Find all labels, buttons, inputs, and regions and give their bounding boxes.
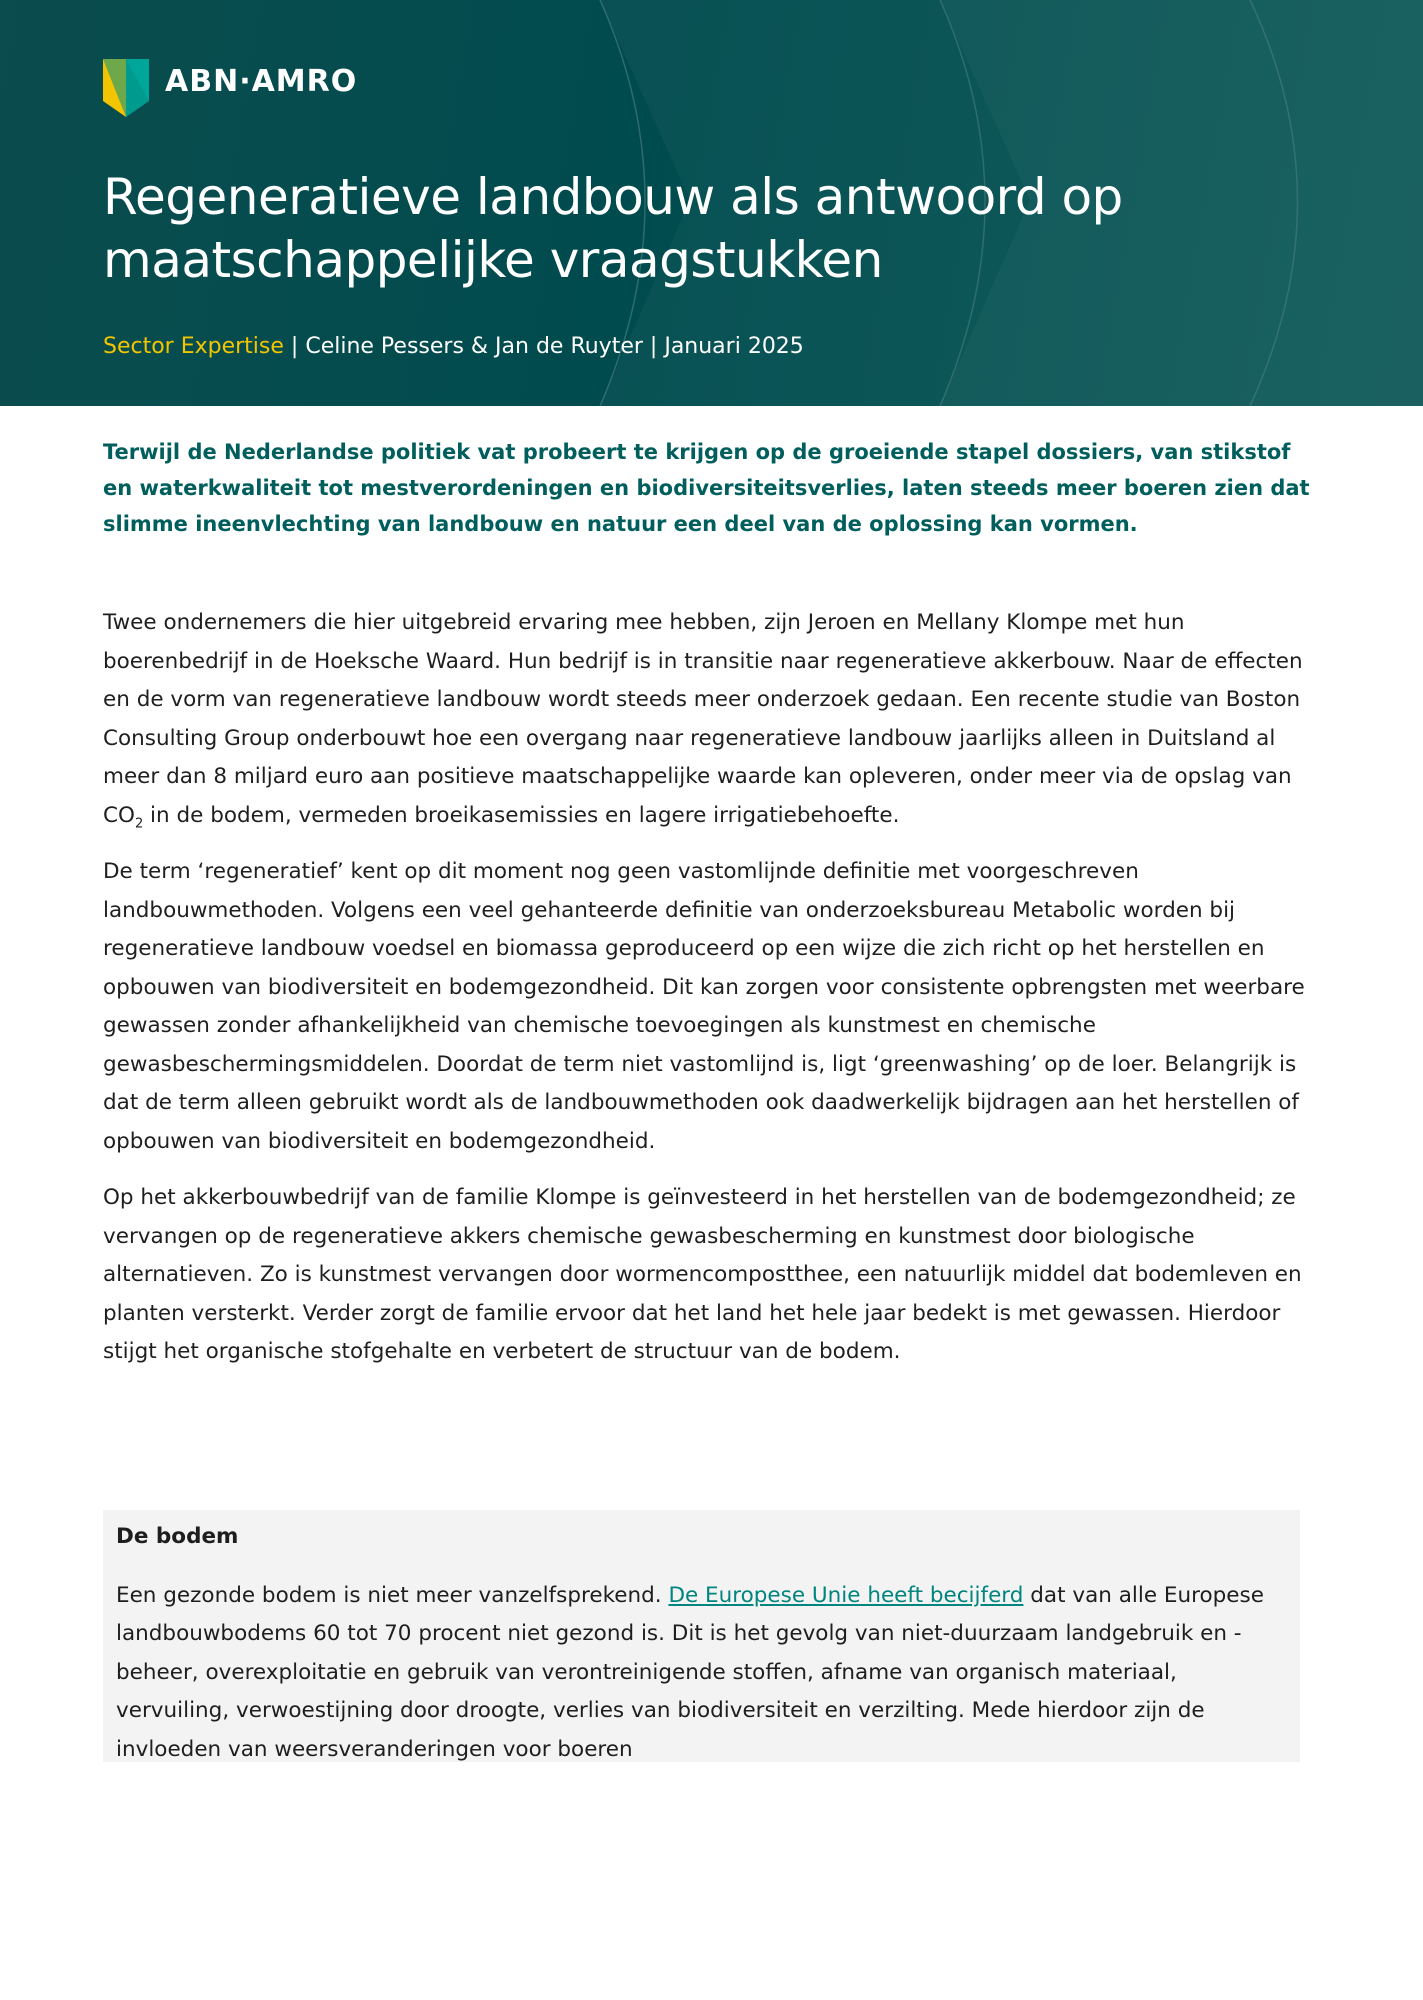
paragraph-2: De term ‘regeneratief’ kent op dit moment nog geen vastomlijnde definitie met voorgeschreven landbouwmethoden. Volgens een veel gehanteerde definitie van onderzoeksbureau Metabolic worden bij regeneratieve landbouw voedsel en biomassa geproduceerd op een wijze die zich richt op het herstellen en opbouwen van biodiversiteit en bodemgezondheid. Dit kan zorgen voor consistente opbrengsten met weerbare gewassen zonder afhankelijkheid van chemische toevoegingen als kunstmest en chemische gewasbeschermingsmiddelen. Doordat de term niet vastomlijnd is, ligt ‘greenwashing’ op de loer. Belangrijk is dat de term alleen gebruikt wordt als de landbouwmethoden ook daadwerkelijk bijdragen aan het herstellen of opbouwen van biodiversiteit en bodemgezondheid. bbox=[103, 859, 1305, 1154]
paragraph-1-text: Twee ondernemers die hier uitgebreid ervaring mee hebben, zijn Jeroen en Mellany Klompe met hun boerenbedrijf in de Hoeksche Waard. Hun bedrijf is in transitie naar regeneratieve akkerbouw. Naar de effecten en de vorm van regeneratieve landbouw wordt steeds meer onderzoek gedaan. Een recente studie van Boston Consulting Group onderbouwt hoe een overgang naar regeneratieve landbouw jaarlijks alleen in Duitsland al meer dan 8 miljard euro aan positieve maatschappelijke waarde kan opleveren, onder meer via de opslag van CO bbox=[103, 610, 1303, 828]
paragraph-1 bbox=[103, 604, 1323, 835]
co2-subscript: 2 bbox=[134, 815, 144, 831]
byline-separator: | bbox=[283, 334, 306, 359]
sector-label: Sector Expertise bbox=[103, 334, 284, 359]
article-body bbox=[103, 604, 1323, 1390]
box-heading: De bodem bbox=[116, 1524, 239, 1549]
page-title: Regeneratieve landbouw als antwoord op maatschappelijke vraagstukken bbox=[103, 168, 1123, 289]
box-text-end: dat van alle Europese landbouwbodems 60 tot 70 procent niet gezond is. Dit is het gevolg van niet-duurzaam landgebruik en -beheer, overexploitatie en gebruik van verontreinigende stoffen, afname van organisch materiaal, vervuiling, verwoestijning door droogte, verlies van biodiversiteit en verzilting. Mede hierdoor zijn de invloeden van weersveranderingen voor boeren bbox=[116, 1582, 1264, 1762]
header-banner bbox=[0, 0, 1423, 406]
box-text bbox=[116, 1577, 1288, 1763]
byline-separator: | bbox=[642, 334, 665, 359]
box-text-start: Een gezonde bodem is niet meer vanzelfsprekend. bbox=[116, 1582, 669, 1608]
abn-amro-logo bbox=[103, 59, 357, 117]
brand-name: ABN·AMRO bbox=[165, 64, 358, 99]
authors: Celine Pessers & Jan de Ruyter bbox=[305, 334, 643, 359]
shield-logo-icon bbox=[103, 59, 149, 117]
lead-paragraph: Terwijl de Nederlandse politiek vat probeert te krijgen op de groeiende stapel dossiers, van stikstof en waterkwaliteit tot mestverordeningen en biodiversiteitsverlies, laten steeds meer boeren zien dat slimme ineenvlechting van landbouw en natuur een deel van de oplossing kan vormen. bbox=[103, 440, 1310, 536]
byline bbox=[103, 334, 804, 359]
publication-date: Januari 2025 bbox=[664, 334, 804, 359]
eu-report-link[interactable]: De Europese Unie heeft becijferd bbox=[668, 1582, 1024, 1608]
info-box-bodem bbox=[103, 1510, 1300, 1762]
paragraph-1-text-end: in de bodem, vermeden broeikasemissies en lagere irrigatiebehoefte. bbox=[143, 802, 900, 828]
paragraph-3: Op het akkerbouwbedrijf van de familie Klompe is geïnvesteerd in het herstellen van de bodemgezondheid; ze vervangen op de regeneratieve akkers chemische gewasbescherming en kunstmest door biologische alternatieven. Zo is kunstmest vervangen door wormencompostthee, een natuurlijk middel dat bodemleven en planten versterkt. Verder zorgt de familie ervoor dat het land het hele jaar bedekt is met gewassen. Hierdoor stijgt het organische stofgehalte en verbetert de structuur van de bodem. bbox=[103, 1185, 1302, 1364]
